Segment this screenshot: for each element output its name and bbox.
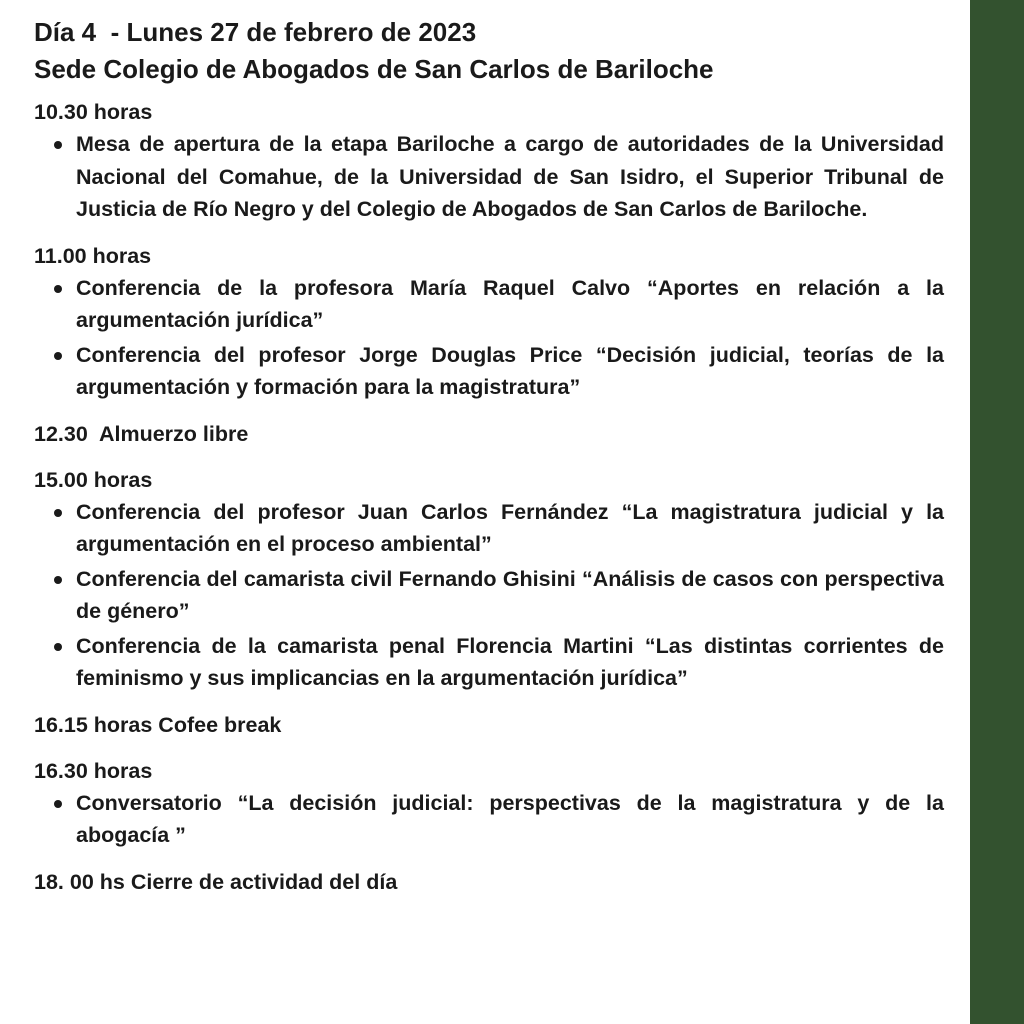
- activity-item: [34, 787, 944, 852]
- activity-item: [34, 630, 944, 695]
- schedule-section: [34, 96, 944, 226]
- activity-item: [34, 496, 944, 561]
- time-slot-heading: 16.15 horas Cofee break: [34, 712, 282, 737]
- schedule-document: [34, 14, 944, 912]
- activity-text: Mesa de apertura de la etapa Bariloche a cargo de autoridades de la Universidad Nacional del Comahue, de la Universidad de San Isidro, el Superior Tribunal de Justicia de Río Negro y del Colegio de Abogados de San Carlos de Bariloche.: [76, 132, 944, 221]
- bullet-icon: [54, 141, 62, 149]
- activity-item: [34, 563, 944, 628]
- activity-list: [34, 787, 944, 852]
- side-band: [970, 0, 1024, 1024]
- activity-text: Conferencia del profesor Jorge Douglas Price “Decisión judicial, teorías de la argumentación y formación para la magistratura”: [76, 342, 944, 399]
- schedule-section: [34, 866, 944, 898]
- activity-item: [34, 272, 944, 337]
- bullet-icon: [54, 285, 62, 293]
- schedule-section: [34, 464, 944, 695]
- page-title: Día 4 - Lunes 27 de febrero de 2023: [34, 17, 477, 47]
- bullet-icon: [54, 352, 62, 360]
- time-slot-heading: 16.30 horas: [34, 758, 153, 783]
- bullet-icon: [54, 800, 62, 808]
- activity-text: Conversatorio “La decisión judicial: perspectivas de la magistratura y de la abogacía ”: [76, 790, 944, 847]
- time-slot-heading: 10.30 horas: [34, 100, 153, 124]
- activity-text: Conferencia de la camarista penal Florencia Martini “Las distintas corrientes de feminismo y sus implicancias en la argumentación jurídica”: [76, 633, 944, 690]
- time-slot-heading: 18. 00 hs Cierre de actividad del día: [34, 869, 398, 894]
- activity-text: Conferencia de la profesora María Raquel Calvo “Aportes en relación a la argumentación jurídica”: [76, 275, 944, 332]
- activity-text: Conferencia del camarista civil Fernando Ghisini “Análisis de casos con perspectiva de género”: [76, 566, 944, 623]
- activity-list: [34, 272, 944, 404]
- schedule-section: [34, 240, 944, 404]
- activity-list: [34, 496, 944, 695]
- schedule-section: [34, 709, 944, 741]
- schedule-section: [34, 418, 944, 450]
- activity-item: [34, 128, 944, 226]
- bullet-icon: [54, 576, 62, 584]
- time-slot-heading: 15.00 horas: [34, 467, 153, 492]
- bullet-icon: [54, 643, 62, 651]
- venue-subtitle: Sede Colegio de Abogados de San Carlos de Bariloche: [34, 54, 714, 84]
- schedule-section: [34, 755, 944, 852]
- time-slot-heading: 12.30 Almuerzo libre: [34, 421, 249, 446]
- schedule-sections: [34, 96, 944, 898]
- bullet-icon: [54, 509, 62, 517]
- activity-text: Conferencia del profesor Juan Carlos Fernández “La magistratura judicial y la argumentación en el proceso ambiental”: [76, 499, 944, 556]
- activity-item: [34, 339, 944, 404]
- time-slot-heading: 11.00 horas: [34, 243, 152, 268]
- activity-list: [34, 128, 944, 226]
